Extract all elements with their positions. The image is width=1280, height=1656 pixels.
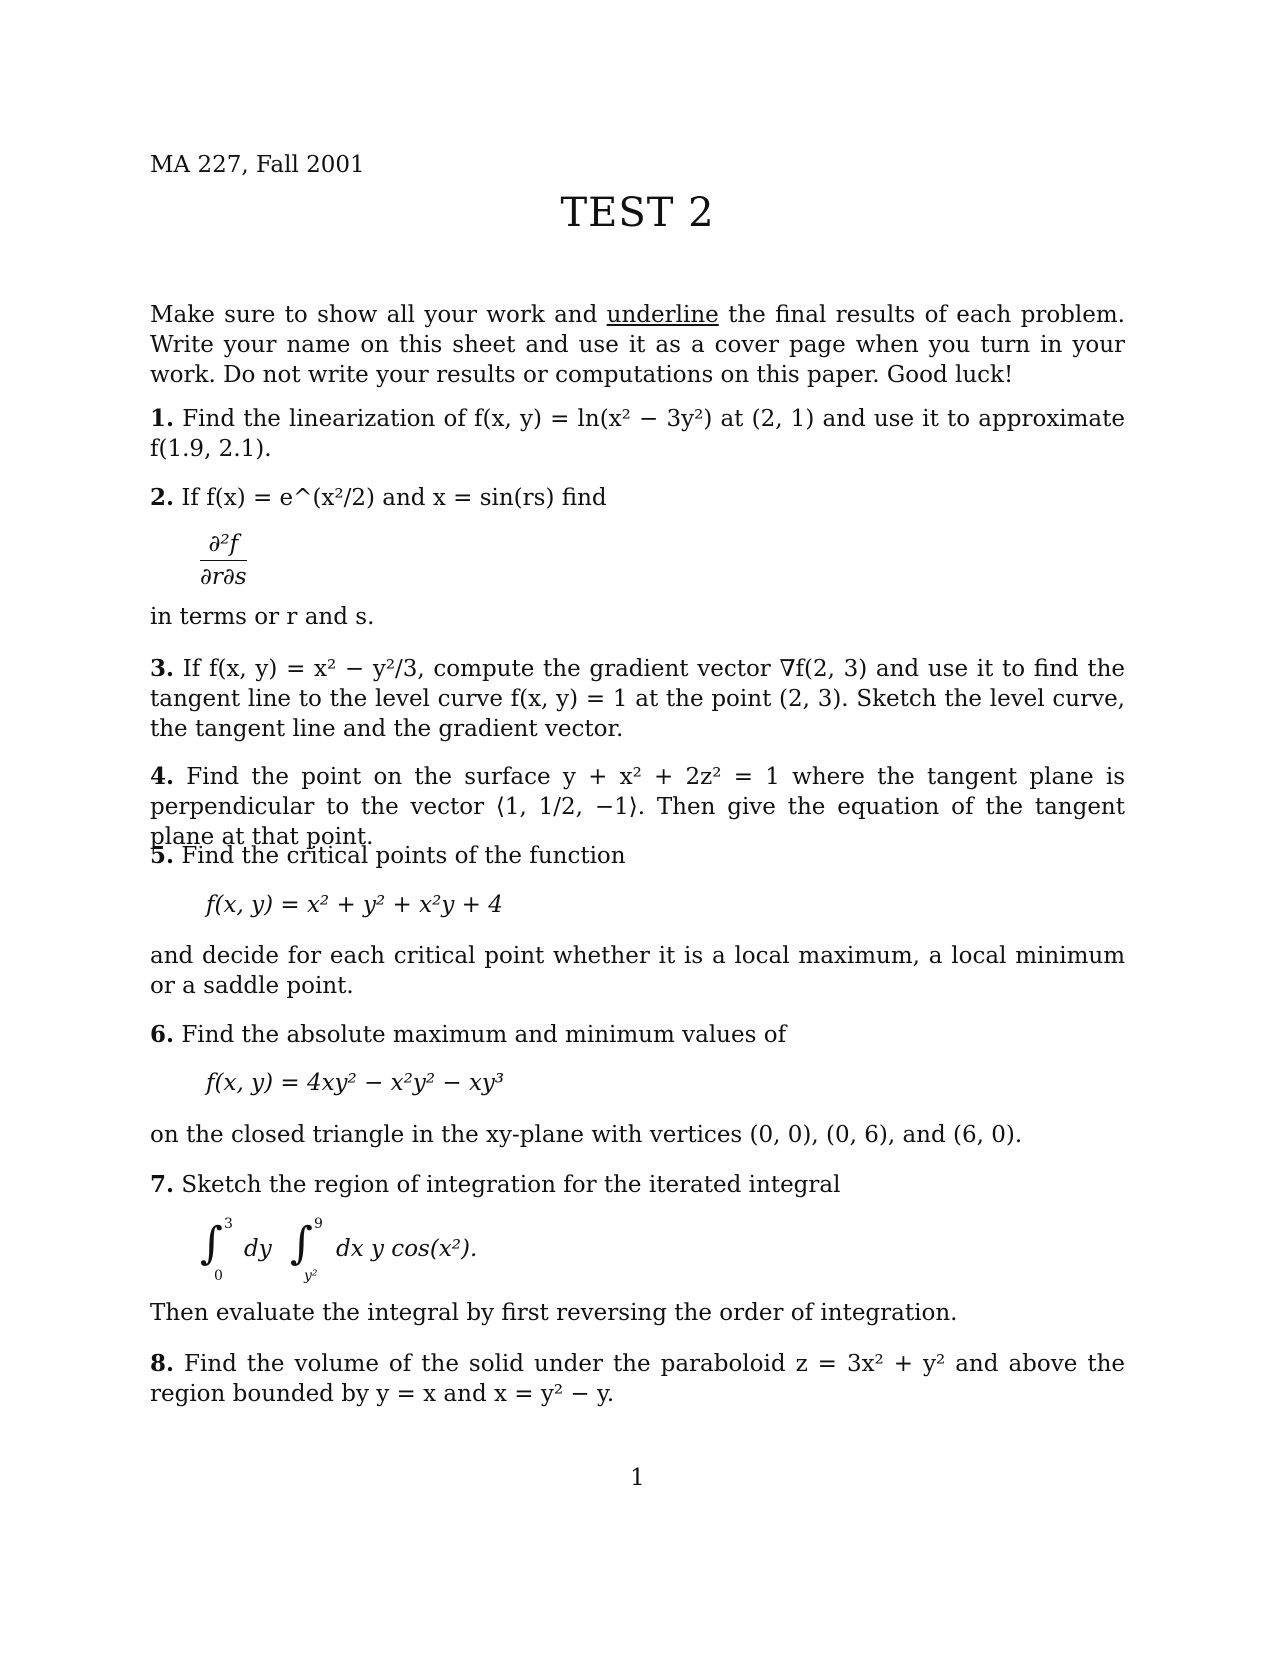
problem-3 <box>150 654 1125 744</box>
problem-6-after: on the closed triangle in the xy-plane with vertices (0, 0), (0, 6), and (6, 0). <box>150 1122 1023 1148</box>
fraction-denominator: ∂r∂s <box>200 564 247 590</box>
problem-text: If f(x, y) = x² − y²/3, compute the gradient vector ∇f(2, 3) and use it to find the tangent line to the level curve f(x, y) = 1 at the point (2, 3). Sketch the level curve, the tangent line and the gradient vector. <box>150 656 1125 742</box>
course-label: MA 227, Fall 2001 <box>150 152 365 178</box>
integral-sign-inner: ∫ <box>290 1218 313 1269</box>
instructions-before: Make sure to show all your work and <box>150 302 607 328</box>
problem-6 <box>150 1020 1125 1050</box>
problem-text: Find the absolute maximum and minimum values of <box>181 1022 787 1048</box>
problem-5-after: and decide for each critical point whether it is a local maximum, a local minimum or a saddle point. <box>150 943 1125 999</box>
inner-upper-limit: 9 <box>314 1216 323 1232</box>
problem-number: 6. <box>150 1021 175 1048</box>
problem-7-after: Then evaluate the integral by first reversing the order of integration. <box>150 1300 958 1326</box>
page-number: 1 <box>630 1465 645 1491</box>
problem-number: 8. <box>150 1350 175 1377</box>
outer-differential: dy <box>244 1236 272 1262</box>
problem-2-after: in terms or r and s. <box>150 604 375 630</box>
problem-4 <box>150 762 1125 852</box>
problem-text: Find the point on the surface y + x² + 2z² = 1 where the tangent plane is perpendicular to the vector ⟨1, 1/2, −1⟩. Then give the equation of the tangent plane at that point. <box>150 764 1126 850</box>
problem-5 <box>150 841 1125 871</box>
problem-text: Find the linearization of f(x, y) = ln(x² − 3y²) at (2, 1) and use it to approximate f(1.9, 2.1). <box>150 406 1125 462</box>
outer-lower-limit: 0 <box>214 1268 223 1284</box>
integrand: dx y cos(x²). <box>336 1236 478 1262</box>
instructions-after: the final results of each problem. Write your name on this sheet and use it as a cover page when you turn in your work. Do not write your results or computations on this paper. Good luck! <box>150 302 1125 388</box>
integral-sign-outer: ∫ <box>200 1218 223 1269</box>
problem-8 <box>150 1349 1125 1409</box>
problem-text: Find the critical points of the function <box>181 843 626 869</box>
problem-text: If f(x) = e^(x²/2) and x = sin(rs) find <box>181 485 607 511</box>
fraction-numerator: ∂²f <box>200 528 247 561</box>
problem-number: 2. <box>150 484 175 511</box>
iterated-integral <box>200 1216 540 1286</box>
instructions-underlined: underline <box>606 302 719 328</box>
partial-derivative-fraction <box>200 528 247 593</box>
problem-text: Find the volume of the solid under the paraboloid z = 3x² + y² and above the region bounded by y = x and x = y² − y. <box>150 1351 1125 1407</box>
problem-1 <box>150 404 1125 464</box>
problem-number: 1. <box>150 405 175 432</box>
problem-number: 7. <box>150 1171 175 1198</box>
problem-5-function: f(x, y) = x² + y² + x²y + 4 <box>206 892 503 918</box>
page-title: TEST 2 <box>560 190 715 236</box>
outer-upper-limit: 3 <box>224 1216 233 1232</box>
problem-number: 3. <box>150 655 175 682</box>
instructions <box>150 300 1125 390</box>
problem-number: 5. <box>150 842 175 869</box>
problem-6-function: f(x, y) = 4xy² − x²y² − xy³ <box>206 1070 505 1096</box>
problem-number: 4. <box>150 763 175 790</box>
problem-7 <box>150 1170 1125 1200</box>
exam-page <box>150 0 1125 1656</box>
problem-text: Sketch the region of integration for the iterated integral <box>181 1172 841 1198</box>
problem-2 <box>150 483 1125 513</box>
inner-lower-limit: y² <box>304 1268 318 1284</box>
